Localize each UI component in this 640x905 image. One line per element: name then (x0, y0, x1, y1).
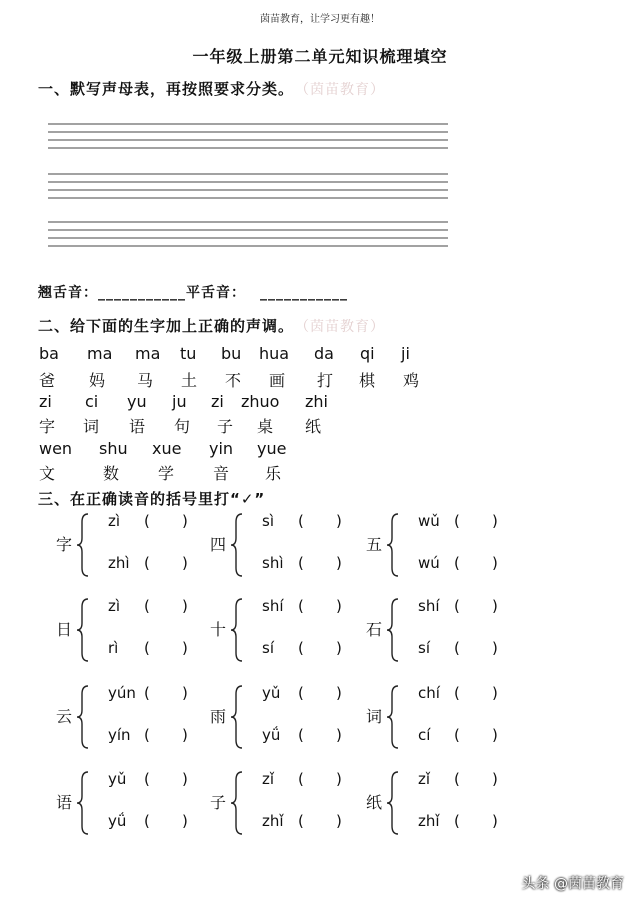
pinyin: tu (180, 344, 197, 363)
hanzi: 语 (129, 417, 146, 436)
section3-heading (38, 488, 265, 509)
brace-icon (230, 684, 244, 750)
hanzi: 句 (174, 417, 191, 436)
pinyin-option: sì (262, 512, 274, 530)
section3-heading-text: 三、在正确读音的括号里打“✓” (38, 490, 266, 508)
watermark: （茵苗教育） (302, 319, 386, 335)
answer-paren-open[interactable]: ( (298, 639, 304, 657)
section2-heading (38, 315, 385, 336)
target-character: 石 (366, 620, 383, 639)
answer-paren-open[interactable]: ( (144, 726, 150, 744)
pinyin-option: wǔ (418, 512, 440, 530)
pinyin-option: yǔ (262, 684, 281, 702)
answer-paren-close[interactable]: ) (182, 684, 188, 702)
writing-lines[interactable] (48, 118, 448, 258)
target-character: 四 (210, 535, 227, 554)
target-character: 纸 (366, 793, 383, 812)
answer-paren-open[interactable]: ( (144, 512, 150, 530)
brace-icon (76, 770, 90, 836)
answer-paren-close[interactable]: ) (492, 812, 498, 830)
target-character: 字 (56, 535, 73, 554)
pinyin-option: wú (418, 554, 440, 572)
retroflex-row (38, 282, 348, 302)
page-title: 一年级上册第二单元知识梳理填空 (192, 47, 448, 66)
pinyin-option: zhì (108, 554, 130, 572)
answer-paren-close[interactable]: ) (182, 726, 188, 744)
pinyin: wen (39, 439, 73, 458)
answer-paren-close[interactable]: ) (336, 684, 342, 702)
answer-paren-open[interactable]: ( (454, 684, 460, 702)
pinyin-option: yín (108, 726, 131, 744)
pinyin-option: shì (262, 554, 284, 572)
answer-paren-open[interactable]: ( (454, 639, 460, 657)
pinyin: zi (39, 392, 52, 411)
section1-heading (38, 78, 385, 99)
answer-paren-close[interactable]: ) (492, 770, 498, 788)
pinyin: yue (257, 439, 287, 458)
answer-paren-open[interactable]: ( (298, 554, 304, 572)
answer-paren-close[interactable]: ) (336, 512, 342, 530)
brace-icon (386, 770, 400, 836)
hanzi: 画 (269, 371, 286, 390)
hanzi: 不 (225, 371, 242, 390)
pinyin-option: zhǐ (418, 812, 440, 830)
answer-paren-close[interactable]: ) (336, 770, 342, 788)
hanzi: 字 (39, 417, 56, 436)
brace-icon (230, 770, 244, 836)
hanzi: 棋 (359, 371, 376, 390)
hanzi: 土 (181, 371, 198, 390)
answer-paren-open[interactable]: ( (454, 770, 460, 788)
pinyin-option: zhǐ (262, 812, 284, 830)
target-character: 词 (366, 707, 383, 726)
pinyin: zhi (305, 392, 328, 411)
pinyin: zi (211, 392, 224, 411)
brace-icon (386, 597, 400, 663)
section1-heading-text: 一、默写声母表，再按照要求分类。 (38, 80, 295, 98)
pinyin: hua (259, 344, 290, 363)
target-character: 语 (56, 793, 73, 812)
answer-paren-close[interactable]: ) (336, 812, 342, 830)
pinyin-option: rì (108, 639, 119, 657)
pinyin: yin (209, 439, 234, 458)
target-character: 云 (56, 707, 73, 726)
hanzi: 马 (137, 371, 154, 390)
pinyin-option: yún (108, 684, 136, 702)
answer-paren-open[interactable]: ( (144, 684, 150, 702)
pinyin: ci (85, 392, 99, 411)
answer-paren-close[interactable]: ) (182, 812, 188, 830)
answer-paren-close[interactable]: ) (492, 684, 498, 702)
pinyin-option: yǘ (108, 812, 127, 830)
brace-icon (386, 684, 400, 750)
pinyin: ju (172, 392, 187, 411)
watermark: （茵苗教育） (302, 82, 386, 98)
flat-label: 平舌音： (186, 285, 246, 301)
pinyin: ma (135, 344, 161, 363)
pinyin: ba (39, 344, 59, 363)
answer-paren-open[interactable]: ( (144, 597, 150, 615)
pinyin: bu (221, 344, 242, 363)
pinyin-option: chí (418, 684, 440, 702)
hanzi: 乐 (265, 464, 282, 483)
hanzi: 子 (217, 417, 234, 436)
answer-paren-open[interactable]: ( (454, 726, 460, 744)
answer-paren-open[interactable]: ( (298, 684, 304, 702)
hanzi: 文 (39, 464, 56, 483)
answer-paren-open[interactable]: ( (454, 512, 460, 530)
answer-paren-open[interactable]: ( (454, 554, 460, 572)
answer-paren-close[interactable]: ) (336, 597, 342, 615)
pinyin-option: cí (418, 726, 431, 744)
footer-watermark: 头条 @茵苗教育 (521, 876, 624, 892)
pinyin-option: shí (418, 597, 440, 615)
brace-icon (386, 512, 400, 578)
answer-paren-open[interactable]: ( (298, 812, 304, 830)
answer-paren-close[interactable]: ) (492, 597, 498, 615)
pinyin: shu (99, 439, 128, 458)
target-character: 雨 (210, 707, 227, 726)
answer-paren-open[interactable]: ( (298, 726, 304, 744)
answer-paren-close[interactable]: ) (492, 726, 498, 744)
brace-icon (76, 684, 90, 750)
answer-paren-close[interactable]: ) (492, 512, 498, 530)
target-character: 五 (366, 535, 383, 554)
answer-paren-close[interactable]: ) (182, 770, 188, 788)
pinyin: ji (401, 344, 410, 363)
answer-paren-open[interactable]: ( (454, 597, 460, 615)
pinyin: yu (127, 392, 147, 411)
answer-paren-open[interactable]: ( (144, 554, 150, 572)
hanzi: 词 (83, 417, 100, 436)
brace-icon (76, 512, 90, 578)
answer-paren-close[interactable]: ) (182, 639, 188, 657)
pinyin: zhuo (241, 392, 280, 411)
pinyin-option: zǐ (262, 770, 275, 788)
target-character: 日 (56, 620, 73, 639)
answer-paren-close[interactable]: ) (336, 726, 342, 744)
flat-blank[interactable]: ___________ (260, 285, 348, 301)
hanzi: 妈 (89, 371, 106, 390)
answer-paren-close[interactable]: ) (336, 639, 342, 657)
answer-paren-open[interactable]: ( (298, 770, 304, 788)
hanzi: 桌 (257, 417, 274, 436)
target-character: 子 (210, 793, 227, 812)
pinyin-option: yǔ (108, 770, 127, 788)
answer-paren-open[interactable]: ( (144, 812, 150, 830)
hanzi: 打 (317, 371, 334, 390)
answer-paren-open[interactable]: ( (298, 597, 304, 615)
answer-paren-open[interactable]: ( (298, 512, 304, 530)
pinyin: da (314, 344, 334, 363)
header-note: 茵苗教育，让学习更有趣！ (260, 14, 380, 25)
brace-icon (230, 597, 244, 663)
hanzi: 数 (103, 464, 120, 483)
pinyin-option: shí (262, 597, 284, 615)
pinyin-option: yǘ (262, 726, 281, 744)
retroflex-blank[interactable]: ___________ (98, 285, 186, 301)
pinyin-option: sí (418, 639, 430, 657)
pinyin-option: zǐ (418, 770, 431, 788)
pinyin: ma (87, 344, 113, 363)
hanzi: 纸 (305, 417, 322, 436)
answer-paren-open[interactable]: ( (454, 812, 460, 830)
hanzi: 学 (158, 464, 175, 483)
pinyin: qi (360, 344, 375, 363)
brace-icon (76, 597, 90, 663)
answer-paren-close[interactable]: ) (182, 554, 188, 572)
answer-paren-close[interactable]: ) (492, 554, 498, 572)
pinyin-option: zì (108, 597, 121, 615)
answer-paren-open[interactable]: ( (144, 639, 150, 657)
answer-paren-close[interactable]: ) (182, 597, 188, 615)
hanzi: 鸡 (403, 371, 420, 390)
answer-paren-close[interactable]: ) (336, 554, 342, 572)
pinyin-option: zì (108, 512, 121, 530)
retroflex-label: 翘舌音： (38, 285, 98, 301)
answer-paren-close[interactable]: ) (182, 512, 188, 530)
target-character: 十 (210, 620, 227, 639)
brace-icon (230, 512, 244, 578)
hanzi: 音 (213, 464, 230, 483)
pinyin-option: sí (262, 639, 274, 657)
hanzi: 爸 (39, 371, 56, 390)
pinyin: xue (152, 439, 182, 458)
answer-paren-open[interactable]: ( (144, 770, 150, 788)
answer-paren-close[interactable]: ) (492, 639, 498, 657)
section2-heading-text: 二、给下面的生字加上正确的声调。 (38, 317, 295, 335)
